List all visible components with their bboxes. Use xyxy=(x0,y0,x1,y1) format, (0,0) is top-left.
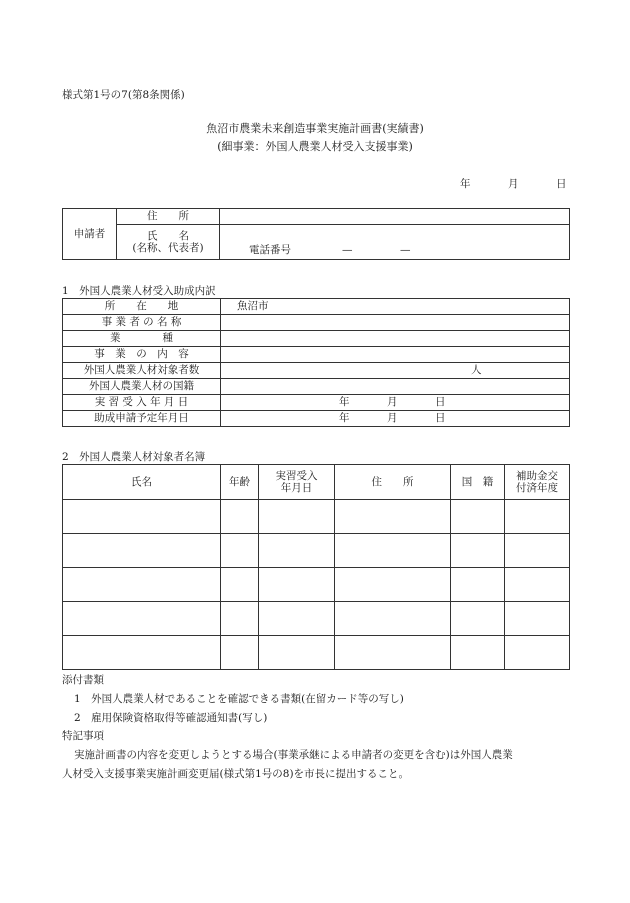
cell-accept-date[interactable] xyxy=(259,568,335,602)
table-row xyxy=(63,534,570,568)
col-accept-date-line1: 実習受入 xyxy=(275,469,318,482)
cell-age[interactable] xyxy=(221,602,259,636)
attachment-item-1: 1 外国人農業人材であることを確認できる書類(在留カード等の写し) xyxy=(74,693,404,705)
application-month: 月 xyxy=(387,412,398,424)
location-value[interactable]: 魚沼市 xyxy=(221,299,570,315)
page-title: 魚沼市農業未来創造事業実施計画書(実績書) xyxy=(206,122,424,135)
table-row xyxy=(63,500,570,534)
notes-line-1: 実施計画書の内容を変更しようとする場合(事業承継による申請者の変更を含む)は外国人農業 xyxy=(74,749,513,761)
phone-dash-2: — xyxy=(400,244,411,256)
acceptance-year: 年 xyxy=(339,396,350,408)
cell-age[interactable] xyxy=(221,636,259,670)
table-row xyxy=(63,636,570,670)
col-accept-date-header xyxy=(259,465,335,500)
name-label: 氏 名 xyxy=(147,229,189,242)
cell-accept-date[interactable] xyxy=(259,636,335,670)
notes-heading: 特記事項 xyxy=(62,730,104,742)
cell-nationality[interactable] xyxy=(451,568,505,602)
breakdown-table xyxy=(62,298,570,427)
col-grant-year-line1: 補助金交 xyxy=(516,469,558,482)
table-row xyxy=(63,568,570,602)
applicant-label: 申請者 xyxy=(63,209,117,260)
col-age-header: 年齢 xyxy=(221,465,259,500)
form-number: 様式第1号の7(第8条関係) xyxy=(62,89,185,101)
application-year: 年 xyxy=(339,412,350,424)
name-phone-cell[interactable] xyxy=(220,225,570,260)
cell-nationality[interactable] xyxy=(451,636,505,670)
attachment-item-2: 2 雇用保険資格取得等確認通知書(写し) xyxy=(74,712,268,724)
business-content-value[interactable] xyxy=(221,347,570,363)
cell-age[interactable] xyxy=(221,500,259,534)
section2-heading: 2 外国人農業人材対象者名簿 xyxy=(62,451,206,463)
cell-name[interactable] xyxy=(63,500,221,534)
date-day-label: 日 xyxy=(556,178,567,190)
cell-accept-date[interactable] xyxy=(259,500,335,534)
col-grant-year-header xyxy=(505,465,570,500)
cell-grant-year[interactable] xyxy=(505,602,570,636)
cell-address[interactable] xyxy=(335,602,451,636)
location-label: 所 在 地 xyxy=(63,299,221,315)
cell-name[interactable] xyxy=(63,568,221,602)
col-nationality-header: 国 籍 xyxy=(451,465,505,500)
cell-age[interactable] xyxy=(221,568,259,602)
cell-grant-year[interactable] xyxy=(505,534,570,568)
business-name-value[interactable] xyxy=(221,315,570,331)
target-count-unit: 人 xyxy=(471,364,482,376)
cell-name[interactable] xyxy=(63,602,221,636)
address-value[interactable] xyxy=(220,209,570,225)
acceptance-month: 月 xyxy=(387,396,398,408)
cell-address[interactable] xyxy=(335,636,451,670)
cell-name[interactable] xyxy=(63,534,221,568)
acceptance-date-label: 実 習 受 入 年 月 日 xyxy=(63,395,221,411)
address-label: 住 所 xyxy=(117,209,220,225)
cell-grant-year[interactable] xyxy=(505,500,570,534)
cell-accept-date[interactable] xyxy=(259,534,335,568)
col-accept-date-line2: 年月日 xyxy=(280,482,313,494)
phone-dash-1: — xyxy=(342,244,353,256)
nationality-value[interactable] xyxy=(221,379,570,395)
section1-heading: 1 外国人農業人材受入助成内訳 xyxy=(62,285,216,297)
cell-address[interactable] xyxy=(335,568,451,602)
cell-accept-date[interactable] xyxy=(259,602,335,636)
col-grant-year-line2: 付済年度 xyxy=(516,482,558,494)
roster-table xyxy=(62,464,570,670)
application-date-value[interactable] xyxy=(221,411,570,427)
cell-address[interactable] xyxy=(335,534,451,568)
business-name-label: 事 業 者 の 名 称 xyxy=(63,315,221,331)
cell-address[interactable] xyxy=(335,500,451,534)
name-sublabel: (名称、代表者) xyxy=(132,242,204,254)
business-content-label: 事 業 の 内 容 xyxy=(63,347,221,363)
date-month-label: 月 xyxy=(508,178,519,190)
name-label-cell xyxy=(117,225,220,260)
application-date-label: 助成申請予定年月日 xyxy=(63,411,221,427)
phone-label: 電話番号 xyxy=(249,244,291,256)
page-subtitle: (細事業：外国人農業人材受入支援事業) xyxy=(217,140,413,153)
industry-label: 業 種 xyxy=(63,331,221,347)
notes-line-2: 人材受入支援事業実施計画変更届(様式第1号の8)を市長に提出すること。 xyxy=(62,768,410,780)
target-count-label: 外国人農業人材対象者数 xyxy=(63,363,221,379)
nationality-label: 外国人農業人材の国籍 xyxy=(63,379,221,395)
application-day: 日 xyxy=(435,412,446,424)
date-year-label: 年 xyxy=(460,178,471,190)
cell-grant-year[interactable] xyxy=(505,636,570,670)
cell-grant-year[interactable] xyxy=(505,568,570,602)
acceptance-date-value[interactable] xyxy=(221,395,570,411)
col-name-header: 氏名 xyxy=(63,465,221,500)
cell-nationality[interactable] xyxy=(451,500,505,534)
cell-nationality[interactable] xyxy=(451,602,505,636)
applicant-table xyxy=(62,208,570,260)
industry-value[interactable] xyxy=(221,331,570,347)
attachments-heading: 添付書類 xyxy=(62,674,104,686)
col-address-header: 住 所 xyxy=(335,465,451,500)
cell-name[interactable] xyxy=(63,636,221,670)
target-count-value[interactable] xyxy=(221,363,570,379)
table-row xyxy=(63,602,570,636)
cell-age[interactable] xyxy=(221,534,259,568)
acceptance-day: 日 xyxy=(435,396,446,408)
cell-nationality[interactable] xyxy=(451,534,505,568)
